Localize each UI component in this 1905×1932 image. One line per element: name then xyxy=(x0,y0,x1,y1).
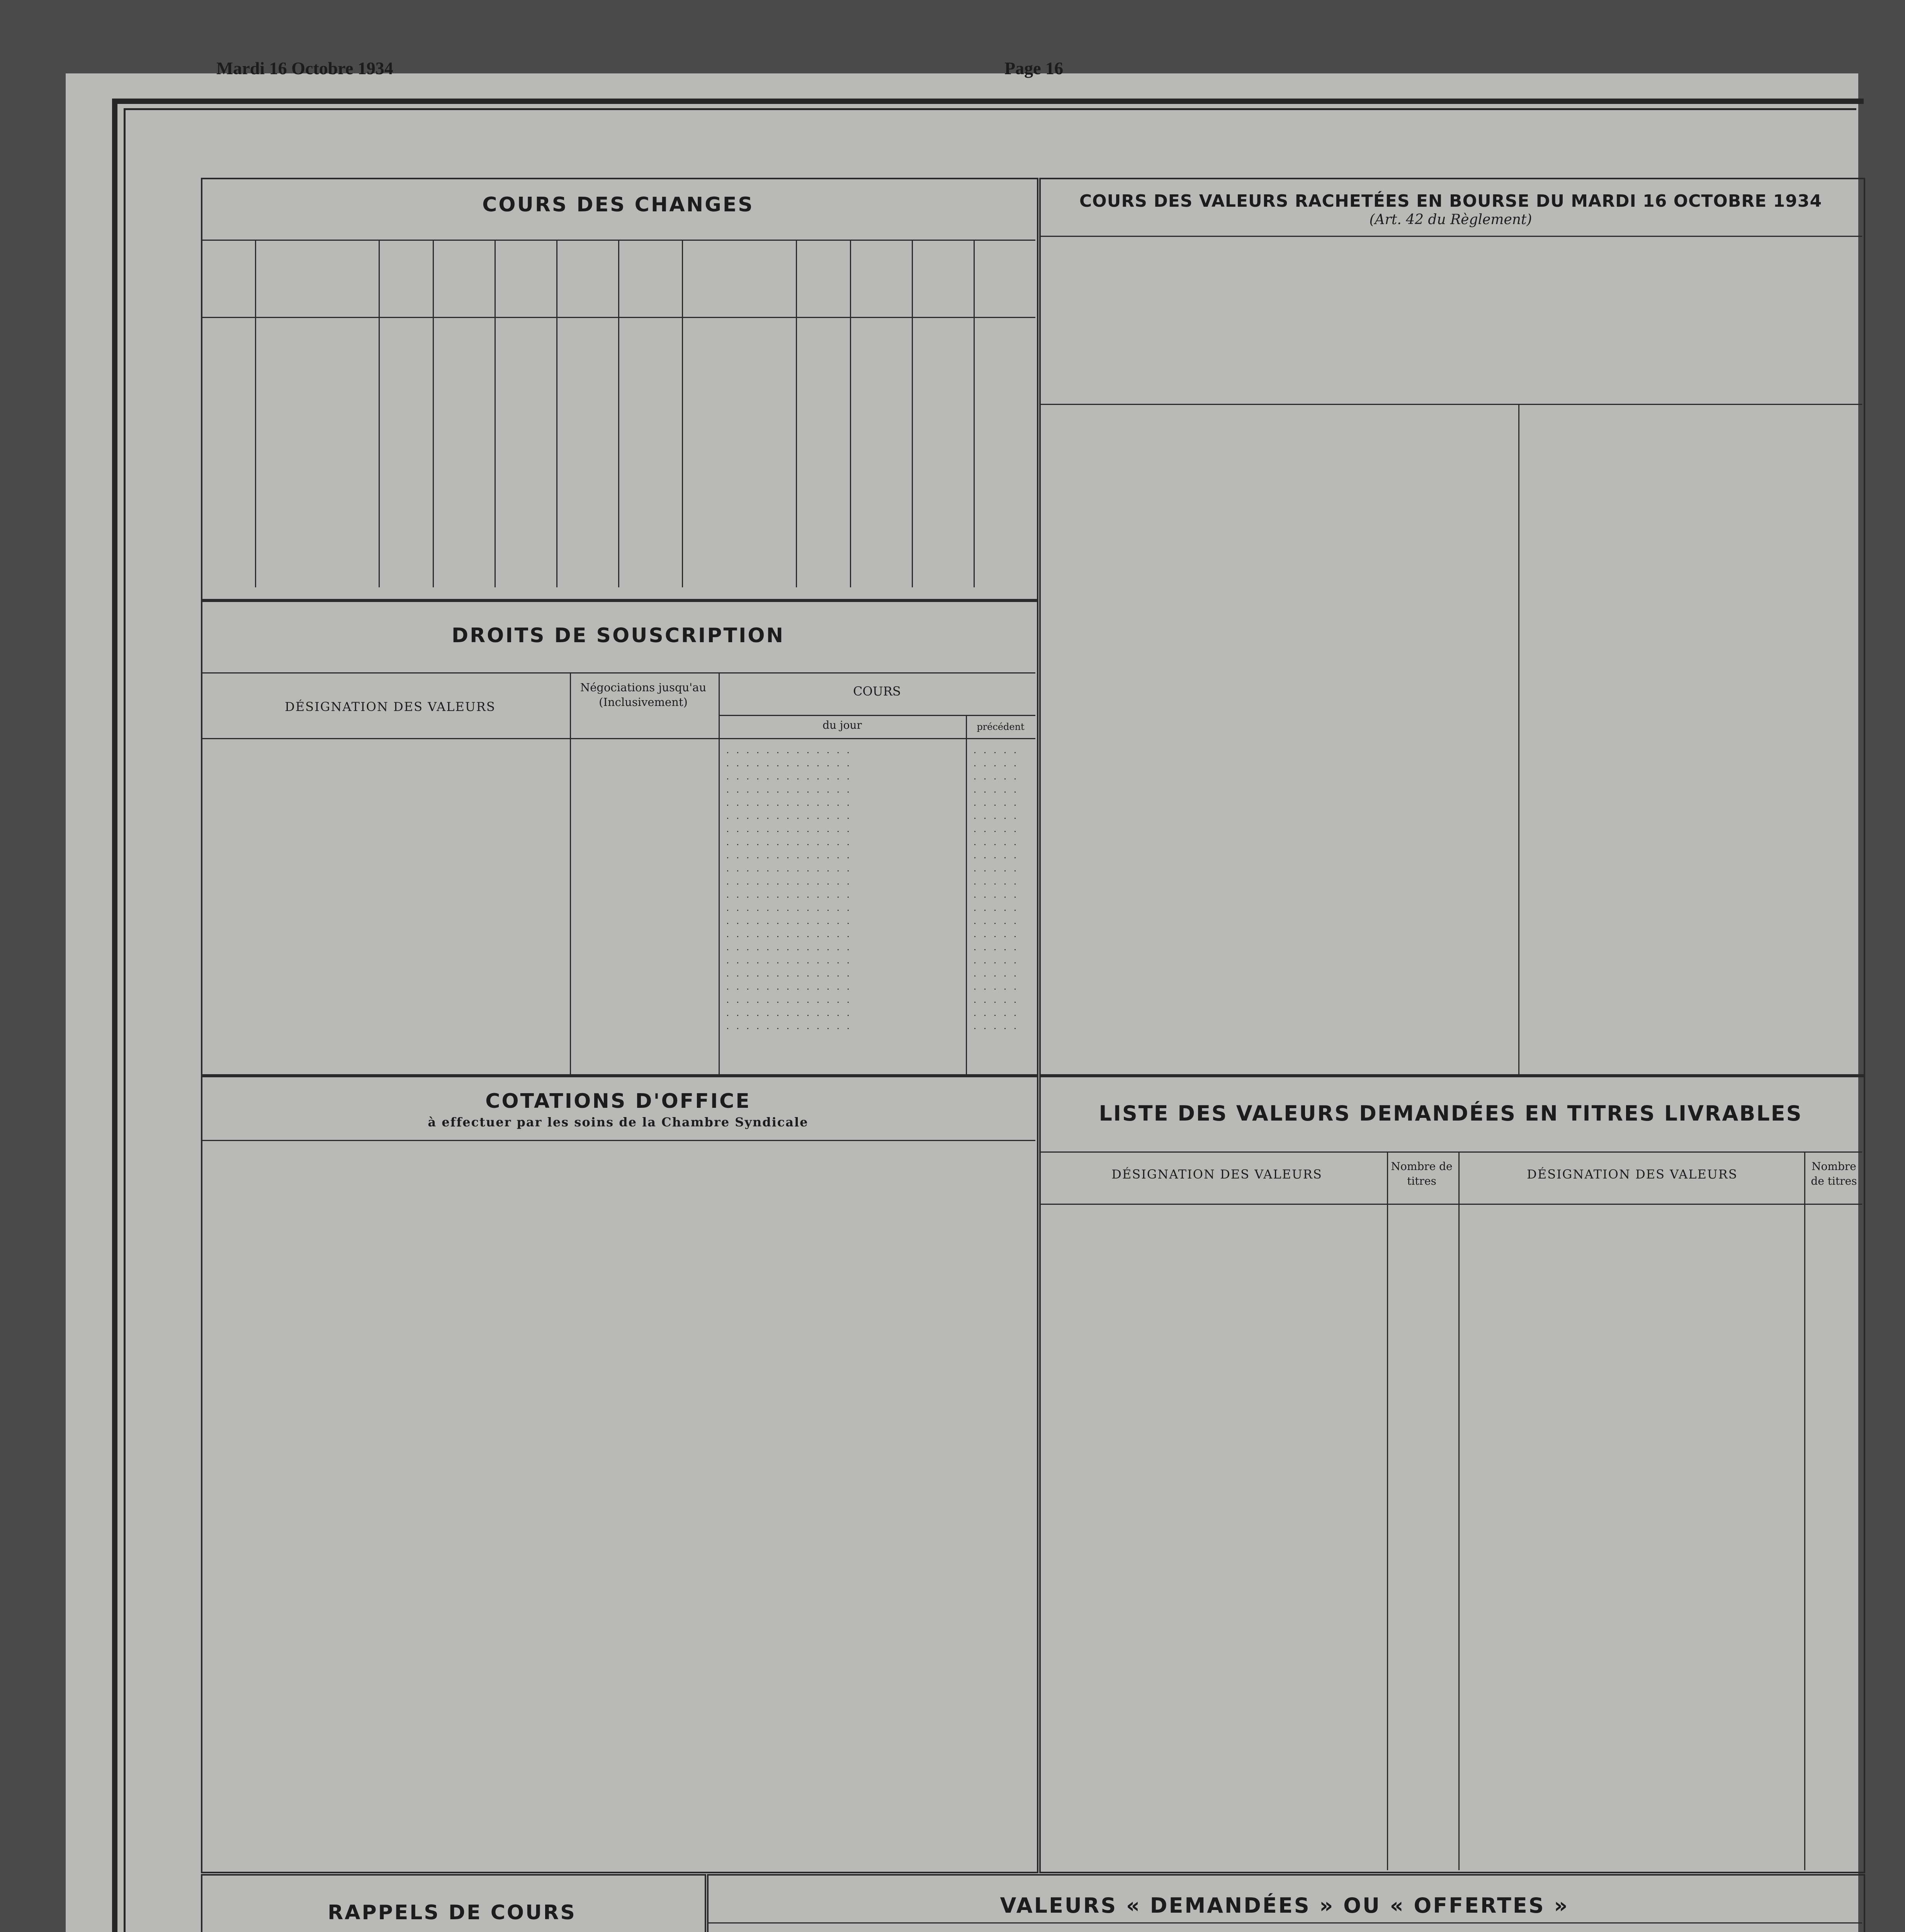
souscription-dots: . . . . . xyxy=(974,956,1019,966)
souscription-col2 xyxy=(719,672,720,1074)
liste-box xyxy=(1039,1074,1865,1873)
changes-col-rule xyxy=(912,240,913,587)
souscription-dots: . . . . . xyxy=(974,811,1019,821)
liste-rule xyxy=(1039,1151,1862,1153)
souscription-dots: . . . . . . . . . . . . . xyxy=(726,811,852,821)
souscription-header-rule xyxy=(201,738,1035,739)
souscription-dots: . . . . . xyxy=(974,798,1019,808)
liste-col1 xyxy=(1387,1151,1388,1870)
souscription-dots: . . . . . . . . . . . . . xyxy=(726,890,852,900)
souscription-dots: . . . . . xyxy=(974,877,1019,887)
page-number: Page 16 xyxy=(1004,58,1064,78)
souscription-dots: . . . . . . . . . . . . . xyxy=(726,838,852,847)
liste-h-nombre-1: Nombre de titres xyxy=(1391,1160,1453,1187)
souscription-dots: . . . . . . . . . . . . . xyxy=(726,995,852,1005)
rachetees-rule xyxy=(1039,236,1862,237)
souscription-dots: . . . . . xyxy=(974,917,1019,926)
souscription-h-cours: COURS xyxy=(853,684,901,699)
souscription-dots: . . . . . xyxy=(974,1022,1019,1031)
souscription-dots: . . . . . xyxy=(974,890,1019,900)
rachetees-title: COURS DES VALEURS RACHETÉES EN BOURSE DU MARDI 16 OCTOBRE 1934 xyxy=(1079,191,1822,211)
souscription-dots: . . . . . xyxy=(974,825,1019,834)
changes-col-rule xyxy=(556,240,557,587)
souscription-dots: . . . . . . . . . . . . . xyxy=(726,785,852,795)
rachetees-divider xyxy=(1518,404,1519,1074)
souscription-dots: . . . . . . . . . . . . . xyxy=(726,930,852,939)
souscription-dots: . . . . . . . . . . . . . xyxy=(726,798,852,808)
souscription-title: DROITS DE SOUSCRIPTION xyxy=(451,624,785,647)
liste-h-designation-1: DÉSIGNATION DES VALEURS xyxy=(1111,1167,1322,1182)
souscription-dots: . . . . . . . . . . . . . xyxy=(726,917,852,926)
liste-title: LISTE DES VALEURS DEMANDÉES EN TITRES LIVRABLES xyxy=(1099,1101,1803,1126)
souscription-dots: . . . . . xyxy=(974,1009,1019,1018)
cotations-box xyxy=(201,1074,1038,1873)
changes-col-rule xyxy=(796,240,797,587)
souscription-dots: . . . . . . . . . . . . . xyxy=(726,1009,852,1018)
rachetees-subtitle: (Art. 42 du Règlement) xyxy=(1369,212,1532,228)
souscription-dots: . . . . . xyxy=(974,930,1019,939)
changes-col-rule xyxy=(682,240,683,587)
liste-h-designation-2: DÉSIGNATION DES VALEURS xyxy=(1527,1167,1738,1182)
souscription-h-precedent: précédent xyxy=(977,721,1025,732)
souscription-dots: . . . . . . . . . . . . . xyxy=(726,864,852,874)
souscription-dots: . . . . . . . . . . . . . xyxy=(726,759,852,769)
souscription-h-designation: DÉSIGNATION DES VALEURS xyxy=(285,699,496,714)
changes-col-rule xyxy=(433,240,434,587)
changes-col-rule xyxy=(379,240,380,587)
changes-col-rule xyxy=(255,240,256,587)
liste-col2 xyxy=(1458,1151,1460,1870)
cotations-title: COTATIONS D'OFFICE xyxy=(485,1090,751,1113)
souscription-dots: . . . . . xyxy=(974,746,1019,755)
demandees-rule xyxy=(707,1922,1862,1923)
souscription-dots: . . . . . xyxy=(974,903,1019,913)
souscription-dots: . . . . . . . . . . . . . xyxy=(726,956,852,966)
rachetees-notes-rule xyxy=(1039,404,1862,405)
souscription-dots: . . . . . xyxy=(974,838,1019,847)
liste-header-rule xyxy=(1039,1204,1862,1205)
souscription-dots: . . . . . xyxy=(974,995,1019,1005)
cotations-rule xyxy=(201,1140,1035,1141)
souscription-box xyxy=(201,599,1038,1077)
changes-title: COURS DES CHANGES xyxy=(482,193,754,216)
souscription-col1 xyxy=(570,672,571,1074)
souscription-dots: . . . . . xyxy=(974,759,1019,769)
souscription-dots: . . . . . . . . . . . . . xyxy=(726,851,852,861)
souscription-dots: . . . . . . . . . . . . . xyxy=(726,877,852,887)
souscription-dots: . . . . . . . . . . . . . xyxy=(726,772,852,782)
liste-h-nombre-2: Nombre de titres xyxy=(1811,1160,1857,1187)
souscription-dots: . . . . . xyxy=(974,943,1019,952)
cotations-subtitle: à effectuer par les soins de la Chambre Syndicale xyxy=(428,1115,809,1129)
souscription-col3 xyxy=(966,715,967,1074)
rachetees-box xyxy=(1039,178,1865,1077)
souscription-dots: . . . . . . . . . . . . . xyxy=(726,746,852,755)
souscription-dots: . . . . . xyxy=(974,969,1019,979)
souscription-dots: . . . . . xyxy=(974,864,1019,874)
souscription-dots: . . . . . xyxy=(974,982,1019,992)
souscription-dots: . . . . . . . . . . . . . xyxy=(726,943,852,952)
page-date: Mardi 16 Octobre 1934 xyxy=(216,58,393,78)
changes-col-rule xyxy=(850,240,851,587)
rappels-title: RAPPELS DE COURS xyxy=(328,1901,576,1924)
souscription-dots: . . . . . xyxy=(974,785,1019,795)
souscription-dots: . . . . . . . . . . . . . xyxy=(726,982,852,992)
souscription-dots: . . . . . . . . . . . . . xyxy=(726,825,852,834)
souscription-cours-rule xyxy=(719,715,1035,716)
changes-col-rule xyxy=(618,240,619,587)
liste-col3 xyxy=(1804,1151,1805,1870)
souscription-dots: . . . . . xyxy=(974,772,1019,782)
changes-col-rule xyxy=(974,240,975,587)
souscription-dots: . . . . . . . . . . . . . xyxy=(726,903,852,913)
souscription-h-negociations: Négociations jusqu'au (Inclusivement) xyxy=(580,681,707,709)
souscription-dots: . . . . . . . . . . . . . xyxy=(726,969,852,979)
souscription-h-jour: du jour xyxy=(822,719,862,731)
souscription-dots: . . . . . xyxy=(974,851,1019,861)
souscription-rule xyxy=(201,672,1035,673)
changes-col-rule xyxy=(495,240,496,587)
demandees-title: VALEURS « DEMANDÉES » OU « OFFERTES » xyxy=(1000,1893,1569,1918)
souscription-dots: . . . . . . . . . . . . . xyxy=(726,1022,852,1031)
